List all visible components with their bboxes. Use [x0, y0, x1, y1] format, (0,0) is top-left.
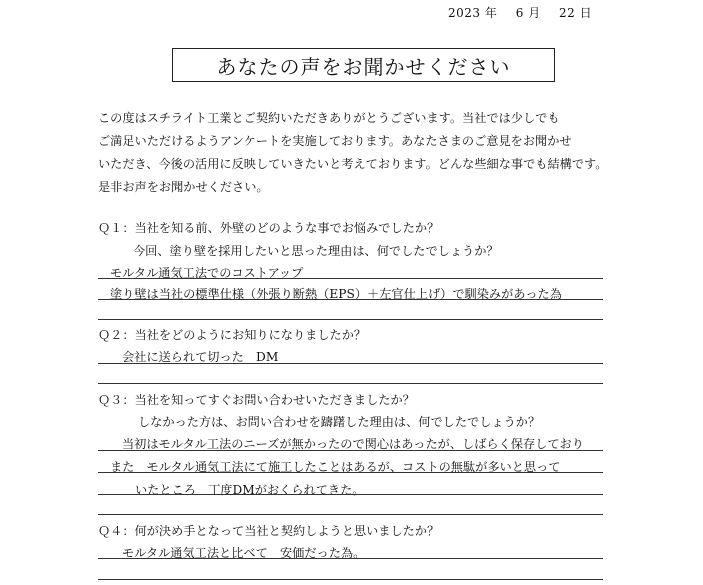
q1-answer-rule-2 [98, 299, 603, 300]
intro-line-2: ご満足いただけるようアンケートを実施しております。あなたさまのご意見をお聞かせ [98, 134, 572, 148]
q3-subquestion: しなかった方は、お問い合わせを躊躇した理由は、何でしたでしょうか？ [138, 415, 541, 429]
page-title [172, 48, 555, 82]
q2-answer-rule-2 [98, 383, 603, 384]
q3-answer-line-2: また モルタル通気工法にて施工したことはあるが、コストの無駄が多いと思って [110, 460, 561, 474]
q2-question: Ｑ２：当社をどのようにお知りになりましたか？ [98, 328, 367, 342]
date-year: 2023 [448, 6, 481, 20]
date-month: 6 [515, 6, 524, 20]
q4-answer-rule-1 [98, 558, 603, 559]
q4-answer-line-1: モルタル通気工法と比べて 安価だった為。 [122, 546, 366, 560]
q3-answer-line-1: 当初はモルタル工法のニーズが無かったので関心はあったが、しばらく保存しており [122, 437, 584, 451]
q3-answer-rule-2 [98, 472, 603, 473]
date-day: 22 [559, 6, 576, 20]
q1-question: Ｑ１：当社を知る前、外壁のどのような事でお悩みでしたか？ [98, 221, 440, 235]
date-day-unit: 日 [579, 6, 593, 20]
q3-answer-line-3: いたところ 丁度DMがおくられてきた。 [135, 483, 365, 497]
q3-answer-rule-3 [98, 494, 603, 495]
q1-subquestion: 今回、塗り壁を採用したいと思った理由は、何でしたでしょうか？ [133, 244, 499, 258]
q3-question: Ｑ３：当社を知ってすぐお問い合わせいただきましたか？ [98, 393, 415, 407]
intro-line-1: この度はスチライト工業とご契約いただきありがとうございます。当社では少しでも [98, 111, 560, 125]
intro-line-4: 是非お声をお聞かせください。 [98, 180, 269, 194]
q1-answer-line-1: モルタル通気工法でのコストアップ [110, 266, 304, 280]
q3-answer-rule-4 [98, 514, 603, 515]
q4-question: Ｑ４：何が決め手となって当社と契約しようと思いましたか？ [98, 524, 440, 538]
date-month-unit: 月 [528, 6, 541, 20]
date-year-unit: 年 [484, 6, 498, 20]
intro-line-3: いただき、今後の活用に反映していきたいと考えております。どんな些細な事でも結構です。 [98, 157, 608, 171]
q2-answer-line-1: 会社に送られて切った DM [122, 350, 279, 364]
survey-date [448, 4, 592, 21]
q3-answer-rule-1 [98, 450, 603, 451]
q1-answer-rule-3 [98, 319, 603, 320]
q1-answer-rule-1 [98, 278, 603, 279]
page-title-text: あなたの声をお聞かせください [216, 54, 511, 79]
q1-answer-line-2: 塗り壁は当社の標準仕様（外張り断熱（EPS）＋左官仕上げ）で馴染みがあった為 [110, 287, 562, 301]
q4-answer-rule-2 [98, 579, 603, 580]
q2-answer-rule-1 [98, 363, 603, 364]
